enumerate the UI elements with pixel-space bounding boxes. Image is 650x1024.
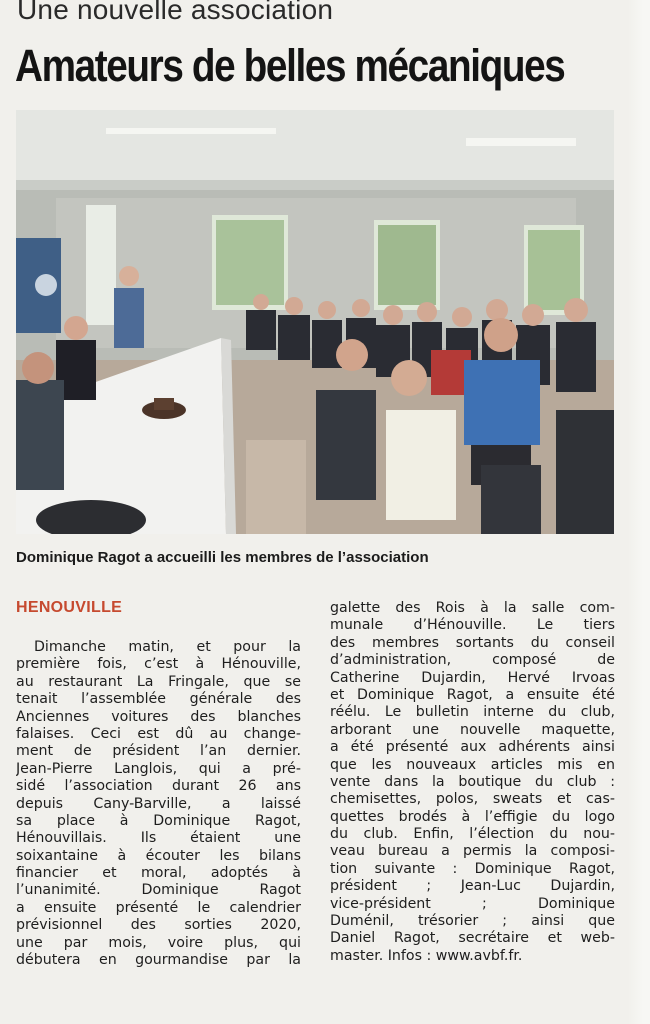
photo-caption: Dominique Ragot a accueilli les membres de l’association [16,549,429,566]
article-column-right [330,600,615,965]
text-line: Duménil, trésorier ; ainsi que [330,913,615,930]
text-line: arborant une nouvelle maquette, [330,721,615,738]
text-line: depuis Cany-Barville, a laissé [16,795,301,812]
article-headline: Amateurs de belles mécaniques [15,40,565,91]
text-line: munale d’Hénouville. Le tiers [330,617,615,634]
text-line: que les nouveaux articles mis en [330,756,615,773]
text-line: financier et moral, adoptés à [16,865,301,882]
text-line: président ; Jean-Luc Dujardin, [330,878,615,895]
article-kicker: Une nouvelle association [17,0,334,25]
text-line: falaises. Ceci est dû au change- [16,725,301,742]
article-location: HENOUVILLE [16,599,123,616]
text-line: des membres sortants du conseil [330,634,615,651]
text-line: sa place à Dominique Ragot, [16,812,301,829]
text-line: d’administration, composé de [330,652,615,669]
text-line: vice-président ; Dominique [330,895,615,912]
text-line: a ensuite présenté le calendrier [16,899,301,916]
text-line: une par mois, voire plus, qui [16,934,301,951]
text-line: Jean-Pierre Langlois, qui a pré- [16,760,301,777]
article-photo [16,110,614,534]
text-line: Daniel Ragot, secrétaire et web- [330,930,615,947]
text-line: master. Infos : www.avbf.fr. [330,947,523,964]
text-line: du club. Enfin, l’élection du nou- [330,826,615,843]
text-line: tion suivante : Dominique Ragot, [330,860,615,877]
text-line: prévisionnel des sorties 2020, [16,917,301,934]
text-line: réélu. Le bulletin interne du club, [330,704,615,721]
text-line: quettes brodés à l’effigie du logo [330,808,615,825]
text-line: l’unanimité. Dominique Ragot [16,882,301,899]
text-line: au restaurant La Fringale, que se [16,673,301,690]
text-line: veau bureau a permis la composi- [330,843,615,860]
text-line: débutera en gourmandise par la [16,952,301,969]
text-line: chemisettes, polos, sweats et cas- [330,791,615,808]
text-line: Catherine Dujardin, Hervé Irvoas [330,669,615,686]
text-line: Hénouvillais. Ils étaient une [16,830,301,847]
scan-edge [628,0,650,1024]
text-line: Anciennes voitures des blanches [16,708,301,725]
text-line: galette des Rois à la salle com- [330,600,615,616]
text-line: sidé l’association durant 26 ans [16,778,301,795]
article-column-left [16,639,301,969]
text-line: vente dans la boutique du club : [330,773,615,790]
text-line: première fois, c’est à Hénouville, [16,656,301,673]
text-line: Dimanche matin, et pour la [34,639,301,655]
text-line: soixantaine à écouter les bilans [16,847,301,864]
text-line: et Dominique Ragot, a ensuite été [330,686,615,703]
text-line: ment de président l’an dernier. [16,743,301,760]
text-line: a été présenté aux adhérents ainsi [330,739,615,756]
meeting-room-illustration [16,110,614,534]
text-line: tenait l’assemblée générale des [16,691,301,708]
